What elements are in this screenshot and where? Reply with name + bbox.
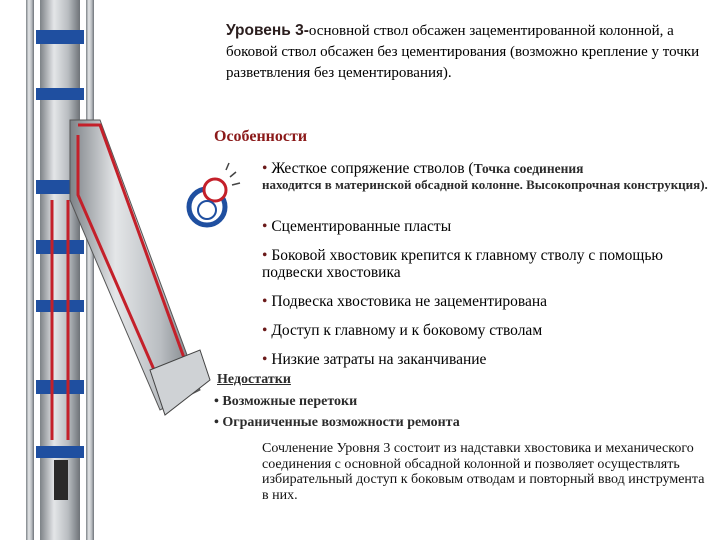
coupling: [36, 88, 84, 100]
feature-text: Доступ к главному и к боковому стволам: [271, 322, 543, 339]
coupling: [36, 446, 84, 458]
title-text: основной ствол обсажен зацементированной колонной, а боковой ствол обсажен без цементирования (возможно крепление у точки разветвления без цементирования).: [226, 23, 700, 81]
drawbacks-heading: Недостатки: [217, 372, 291, 387]
bore-bottom: [54, 460, 68, 500]
outer-casing-right: [86, 0, 94, 540]
slide-title: [226, 20, 706, 84]
feature-note: Точка соединения: [473, 161, 584, 176]
feature-note-rest: находится в материнской обсадной колонне. Высокопрочная конструкция).: [262, 177, 708, 192]
outer-casing-left: [26, 0, 34, 540]
bullet: •: [262, 351, 268, 368]
coupling: [36, 300, 84, 312]
feature-text: Жесткое сопряжение стволов (: [271, 160, 474, 177]
main-bore: [40, 0, 80, 540]
feature-text: Сцементированные пласты: [271, 218, 452, 235]
drawback-item: • Возможные перетоки: [214, 394, 358, 409]
feature-item: [262, 351, 712, 368]
features-heading: Особенности: [214, 128, 308, 145]
bullet: •: [262, 160, 268, 177]
feature-text: Низкие затраты на заканчивание: [271, 351, 487, 368]
junction-icon-inner: [198, 201, 216, 219]
wellbore-illustration: [0, 0, 250, 540]
bullet: •: [262, 293, 268, 310]
coupling: [36, 240, 84, 254]
level-label: Уровень 3-: [226, 22, 309, 39]
feature-text: Боковой хвостовик крепится к главному стволу с помощью подвески хвостовика: [262, 247, 664, 281]
feature-item: [262, 322, 712, 339]
bullet: •: [262, 218, 268, 235]
bullet: •: [262, 322, 268, 339]
junction-icon-red: [204, 179, 226, 201]
feature-item: [262, 293, 712, 310]
coupling: [36, 30, 84, 44]
bullet: •: [262, 247, 268, 264]
description-paragraph: Сочленение Уровня 3 состоит из надставки хвостовика и механического соединения с основной обсадной колонной и позволяет осуществлять избирательный доступ к боковым отводам и повторный ввод инструмента в них.: [262, 441, 705, 503]
feature-item: [262, 247, 710, 281]
drawback-item: • Ограниченные возможности ремонта: [214, 415, 460, 430]
coupling: [36, 380, 84, 394]
junction-icon-rays: [226, 163, 240, 185]
feature-item: [262, 160, 712, 177]
feature-text: Подвеска хвостовика не зацементирована: [271, 293, 548, 310]
feature-item: [262, 218, 712, 235]
